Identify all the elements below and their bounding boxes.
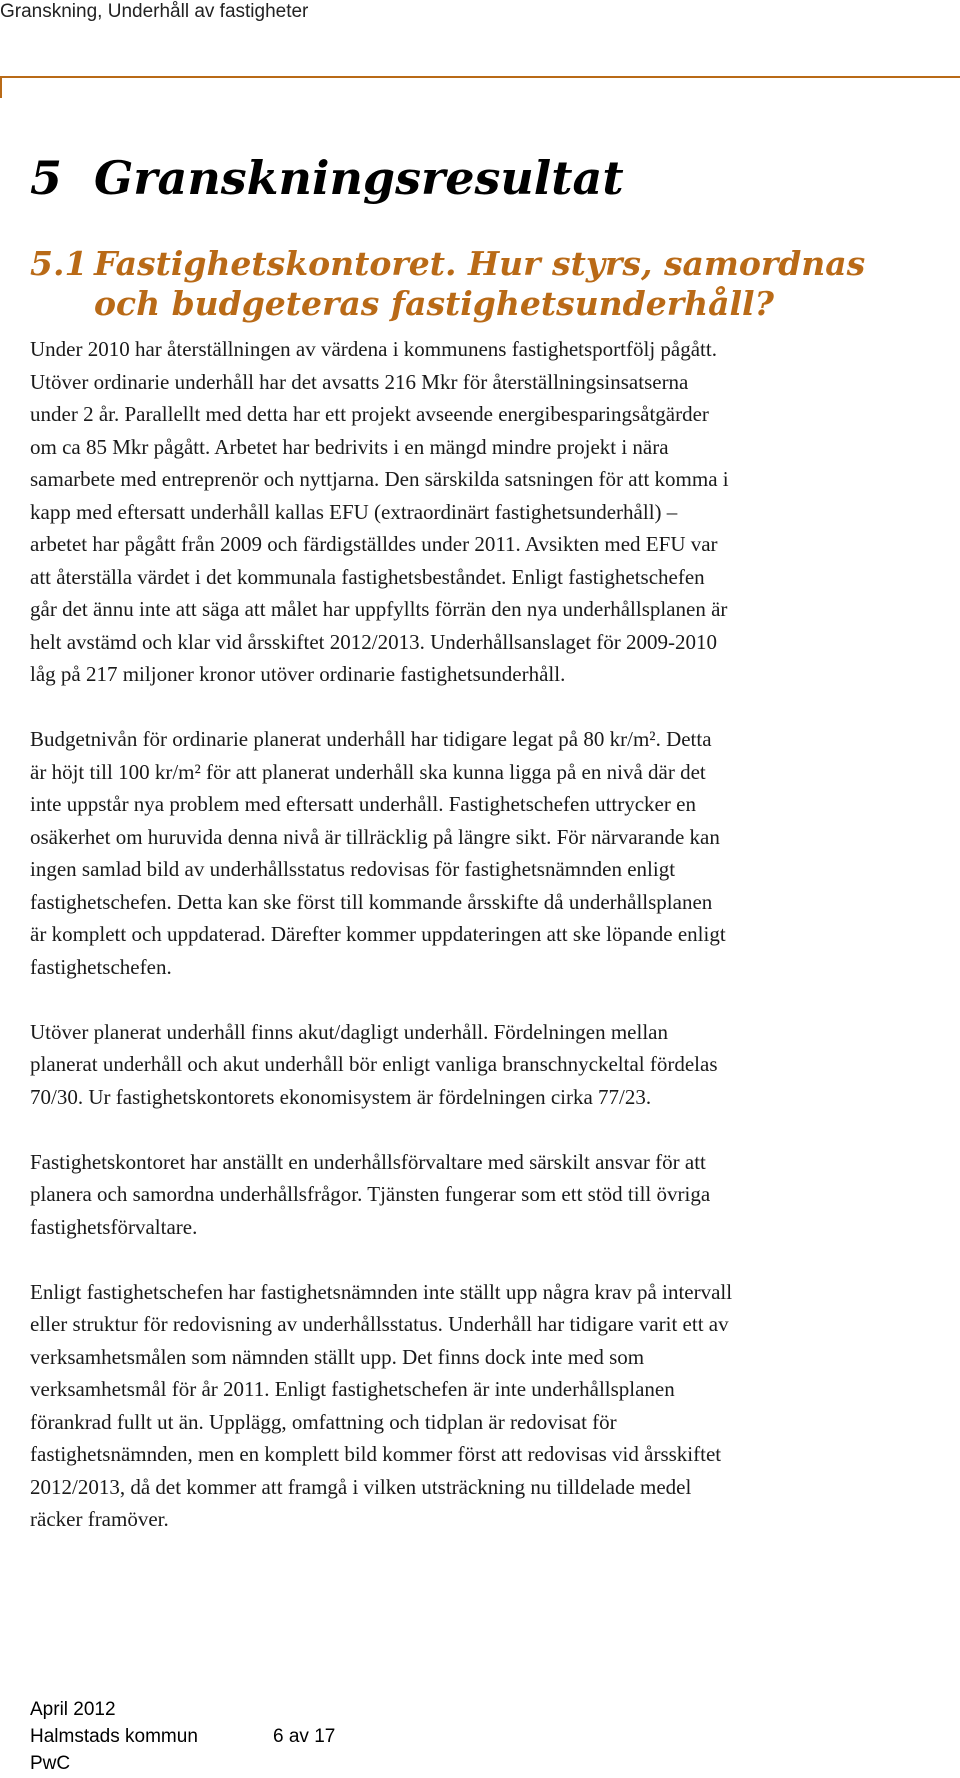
- paragraph-line: ingen samlad bild av underhållsstatus redovisas för fastighetsnämnden enligt: [30, 857, 676, 881]
- paragraph-line: räcker framöver.: [30, 1507, 169, 1531]
- chapter-number: 5: [30, 151, 63, 205]
- paragraph-line: går det ännu inte att säga att målet har uppfyllts förrän den nya underhållsplanen är: [30, 597, 728, 621]
- paragraph-line: arbetet har pågått från 2009 och färdigställdes under 2011. Avsikten med EFU var: [30, 532, 718, 556]
- paragraph-gap: [30, 983, 960, 1016]
- paragraph-line: Budgetnivån för ordinarie planerat underhåll har tidigare legat på 80 kr/m². Detta: [30, 727, 712, 751]
- paragraph-line: verksamhetsmålen som nämnden ställt upp. Det finns dock inte med som: [30, 1344, 645, 1369]
- paragraph: [30, 1016, 960, 1114]
- section-title-line-2: och budgeteras fastighetsunderhåll?: [94, 284, 774, 323]
- section-title-line-1: Fastighetskontoret. Hur styrs, samordnas: [94, 244, 866, 283]
- paragraph-line: fastighetsnämnden, men en komplett bild kommer först att redovisas vid årsskiftet: [30, 1442, 722, 1466]
- header-rule: [0, 76, 960, 78]
- paragraph-line: Enligt fastighetschefen har fastighetsnämnden inte ställt upp några krav på intervall: [30, 1279, 733, 1304]
- paragraph-line: inte uppstår nya problem med eftersatt underhåll. Fastighetschefen uttrycker en: [30, 792, 696, 816]
- header-tick: [0, 76, 2, 98]
- paragraph-line: Utöver planerat underhåll finns akut/dagligt underhåll. Fördelningen mellan: [30, 1019, 668, 1044]
- chapter-title: Granskningsresultat: [94, 151, 624, 205]
- paragraph-line: under 2 år. Parallellt med detta har ett projekt avseende energibesparingsåtgärder: [30, 402, 709, 426]
- paragraph-line: förankrad fullt ut än. Upplägg, omfattning och tidplan är redovisat för: [30, 1409, 617, 1434]
- paragraph: [30, 333, 960, 691]
- paragraph-line: Utöver ordinarie underhåll har det avsatts 216 Mkr för återställningsinsatserna: [30, 369, 689, 394]
- paragraph-line: om ca 85 Mkr pågått. Arbetet har bedrivits i en mängd mindre projekt i nära: [30, 434, 669, 459]
- paragraph-line: att återställa värdet i det kommunala fastighetsbeståndet. Enligt fastighetschefen: [30, 564, 705, 589]
- paragraph-line: 2012/2013, då det kommer att framgå i vilken utsträckning nu tilldelade medel: [30, 1474, 692, 1499]
- footer-date: April 2012: [30, 1699, 116, 1720]
- section-heading: [30, 244, 940, 324]
- paragraph: [30, 723, 960, 983]
- paragraph-line: fastighetschefen.: [30, 954, 172, 979]
- paragraph-line: fastighetsförvaltare.: [30, 1214, 198, 1239]
- section-number: 5.1: [30, 244, 88, 283]
- body-text: [30, 333, 960, 1536]
- paragraph-line: kapp med eftersatt underhåll kallas EFU (extraordinärt fastighetsunderhåll) –: [30, 499, 678, 524]
- footer-municipality: Halmstads kommun: [30, 1726, 198, 1747]
- paragraph-line: 70/30. Ur fastighetskontorets ekonomisystem är fördelningen cirka 77/23.: [30, 1084, 652, 1109]
- paragraph-line: verksamhetsmål för år 2011. Enligt fastighetschefen är inte underhållsplanen: [30, 1377, 675, 1401]
- paragraph-line: planera och samordna underhållsfrågor. Tjänsten fungerar som ett stöd till övriga: [30, 1182, 711, 1206]
- paragraph-line: samarbete med entreprenör och nyttjarna. Den särskilda satsningen för att komma i: [30, 467, 729, 491]
- paragraph-line: eller struktur för redovisning av underhållsstatus. Underhåll har tidigare varit ett av: [30, 1312, 729, 1336]
- paragraph-gap: [30, 1113, 960, 1146]
- paragraph-line: helt avstämd och klar vid årsskiftet 2012/2013. Underhållsanslaget för 2009-2010: [30, 629, 718, 654]
- paragraph-line: osäkerhet om huruvida denna nivå är tillräcklig på längre sikt. För närvarande kan: [30, 824, 720, 849]
- section-title: [94, 244, 940, 324]
- footer-page-number: 6 av 17: [273, 1726, 336, 1747]
- running-header: Granskning, Underhåll av fastigheter: [0, 1, 309, 22]
- paragraph: [30, 1276, 960, 1536]
- paragraph-line: Under 2010 har återställningen av värdena i kommunens fastighetsportfölj pågått.: [30, 337, 717, 361]
- paragraph: [30, 1146, 960, 1244]
- paragraph-line: är höjt till 100 kr/m² för att planerat underhåll ska kunna ligga på en nivå där det: [30, 759, 706, 784]
- paragraph-gap: [30, 691, 960, 724]
- paragraph-line: Fastighetskontoret har anställt en underhållsförvaltare med särskilt ansvar för att: [30, 1149, 706, 1174]
- chapter-heading: [30, 150, 624, 206]
- paragraph-gap: [30, 1243, 960, 1276]
- paragraph-line: planerat underhåll och akut underhåll bör enligt vanliga branschnyckeltal fördelas: [30, 1052, 718, 1076]
- paragraph-line: är komplett och uppdaterad. Därefter kommer uppdateringen att ske löpande enligt: [30, 922, 726, 946]
- footer: [30, 1696, 335, 1777]
- paragraph-line: fastighetschefen. Detta kan ske först till kommande årsskifte då underhållsplanen: [30, 889, 713, 914]
- footer-company: PwC: [30, 1753, 71, 1774]
- paragraph-line: låg på 217 miljoner kronor utöver ordinarie fastighetsunderhåll.: [30, 662, 566, 686]
